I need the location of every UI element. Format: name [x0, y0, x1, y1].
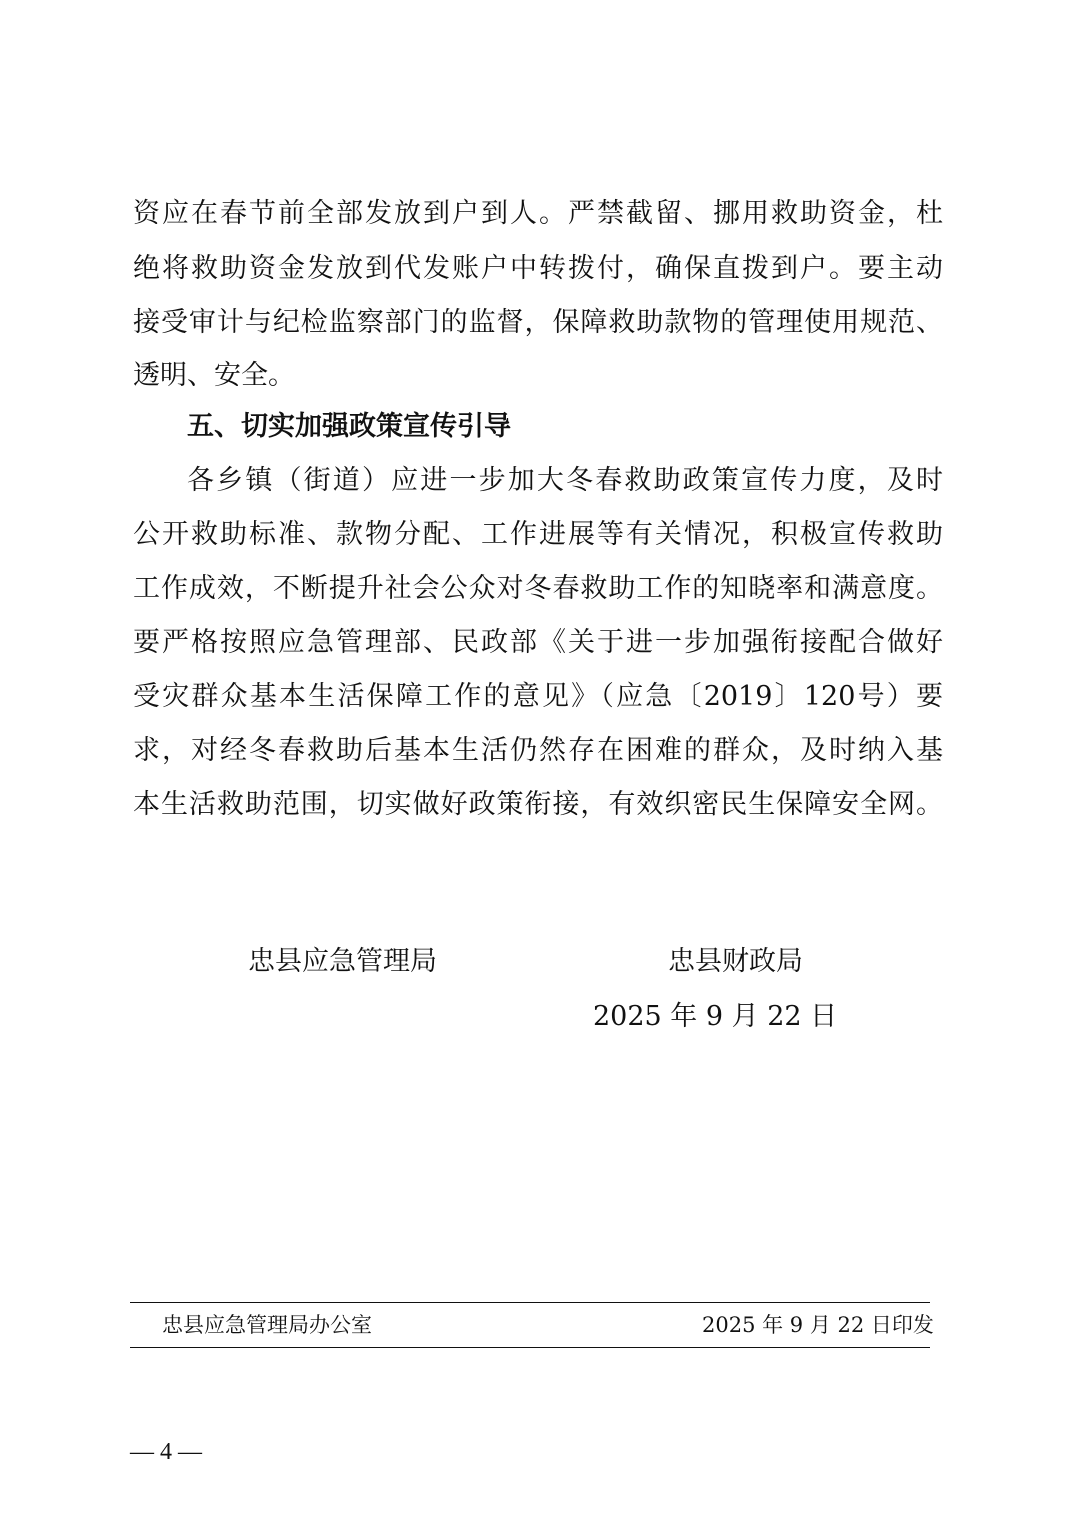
paragraph-line: 资应在春节前全部发放到户到人。严禁截留、挪用救助资金，杜	[133, 198, 943, 229]
paragraph-line: 透明、安全。	[133, 360, 295, 391]
footer-issuer: 忠县应急管理局办公室	[162, 1313, 372, 1337]
signature-org-emergency: 忠县应急管理局	[248, 946, 437, 977]
paragraph-line: 绝将救助资金发放到代发账户中转拨付，确保直拨到户。要主动	[133, 253, 943, 284]
signature-date: 2025 年 9 月 22 日	[593, 1001, 838, 1032]
paragraph-line: 各乡镇（街道）应进一步加大冬春救助政策宣传力度，及时	[187, 465, 943, 496]
footer-issue-date: 2025 年 9 月 22 日印发	[702, 1313, 934, 1337]
paragraph-line: 工作成效，不断提升社会公众对冬春救助工作的知晓率和满意度。	[133, 573, 943, 604]
page-number: — 4 —	[130, 1439, 202, 1465]
paragraph-line: 要严格按照应急管理部、民政部《关于进一步加强衔接配合做好	[133, 627, 943, 658]
paragraph-line: 公开救助标准、款物分配、工作进展等有关情况，积极宣传救助	[133, 519, 943, 550]
paragraph-line: 接受审计与纪检监察部门的监督，保障救助款物的管理使用规范、	[133, 307, 943, 338]
section-heading: 五、切实加强政策宣传引导	[187, 411, 511, 442]
paragraph-line: 受灾群众基本生活保障工作的意见》（应急〔2019〕120号）要	[133, 681, 943, 712]
signature-org-finance: 忠县财政局	[668, 946, 803, 977]
paragraph-line: 求，对经冬春救助后基本生活仍然存在困难的群众，及时纳入基	[133, 735, 943, 766]
footer-rule-top	[130, 1302, 930, 1303]
paragraph-line: 本生活救助范围，切实做好政策衔接，有效织密民生保障安全网。	[133, 789, 943, 820]
footer-rule-bottom	[130, 1347, 930, 1348]
